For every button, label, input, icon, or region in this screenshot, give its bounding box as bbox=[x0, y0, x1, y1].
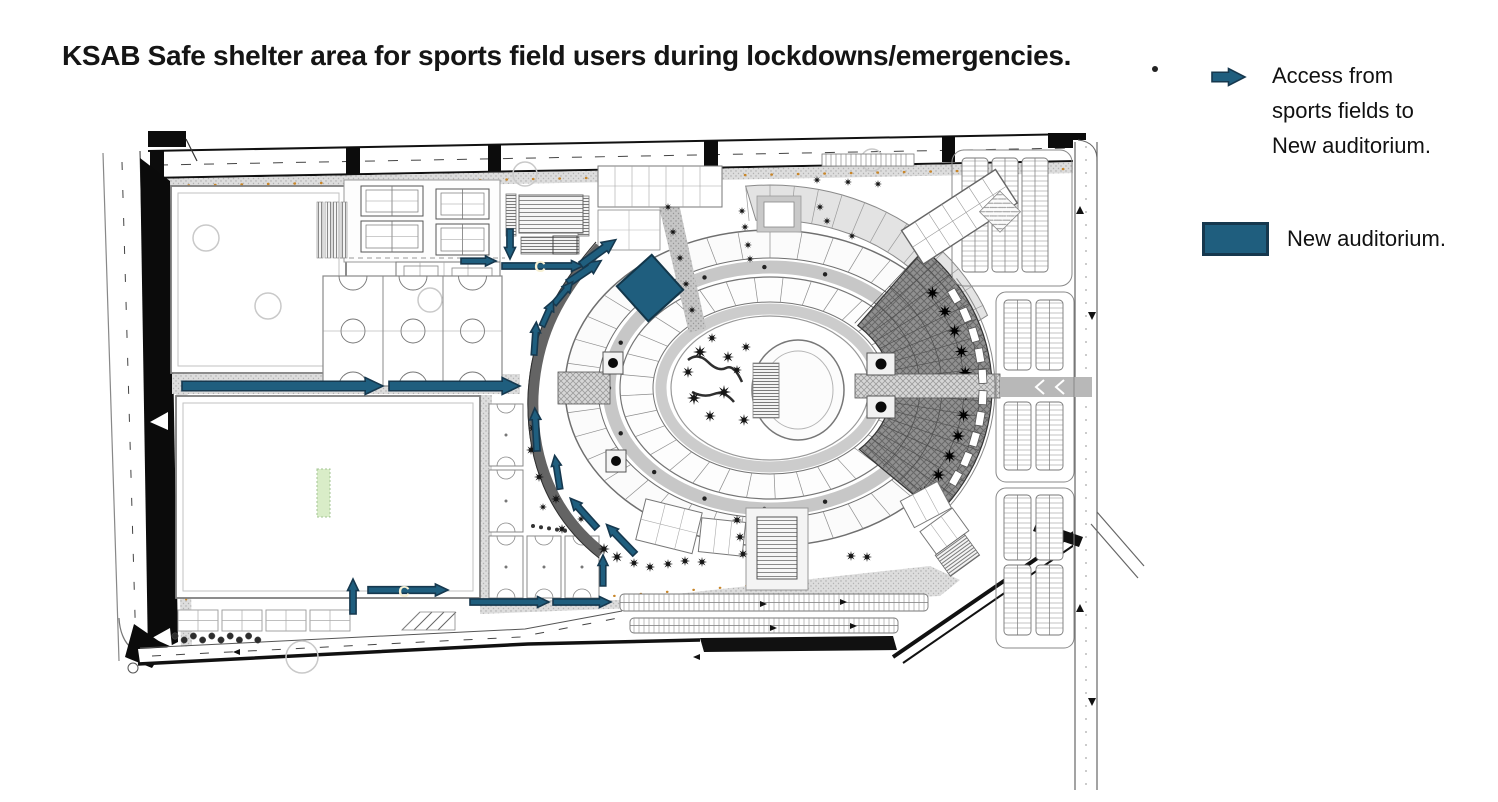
route-arrow bbox=[470, 597, 549, 608]
access-route-arrow-icon bbox=[1209, 63, 1249, 91]
page-title: KSAB Safe shelter area for sports field users during lockdowns/emergencies. bbox=[62, 40, 1072, 71]
legend-access-line3: New auditorium. bbox=[1272, 133, 1431, 158]
legend-access-line1: Access from bbox=[1272, 63, 1394, 88]
gate-label: C bbox=[534, 259, 546, 276]
legend-access-label bbox=[1272, 58, 1431, 163]
route-arrow bbox=[553, 597, 611, 608]
legend-bullet bbox=[1152, 66, 1158, 72]
route-arrow bbox=[603, 521, 639, 558]
cricket-pitch bbox=[317, 469, 330, 517]
boundary-flag bbox=[148, 131, 186, 147]
swimming-pool bbox=[757, 517, 797, 579]
legend-auditorium-label: New auditorium. bbox=[1287, 226, 1446, 251]
grandstand bbox=[519, 195, 583, 233]
new-auditorium-swatch bbox=[1202, 222, 1269, 256]
route-arrow bbox=[1212, 69, 1245, 86]
gate-label: C bbox=[398, 584, 410, 601]
route-arrow bbox=[505, 229, 516, 259]
legend-access-line2: sports fields to bbox=[1272, 98, 1414, 123]
north-building bbox=[598, 166, 722, 207]
